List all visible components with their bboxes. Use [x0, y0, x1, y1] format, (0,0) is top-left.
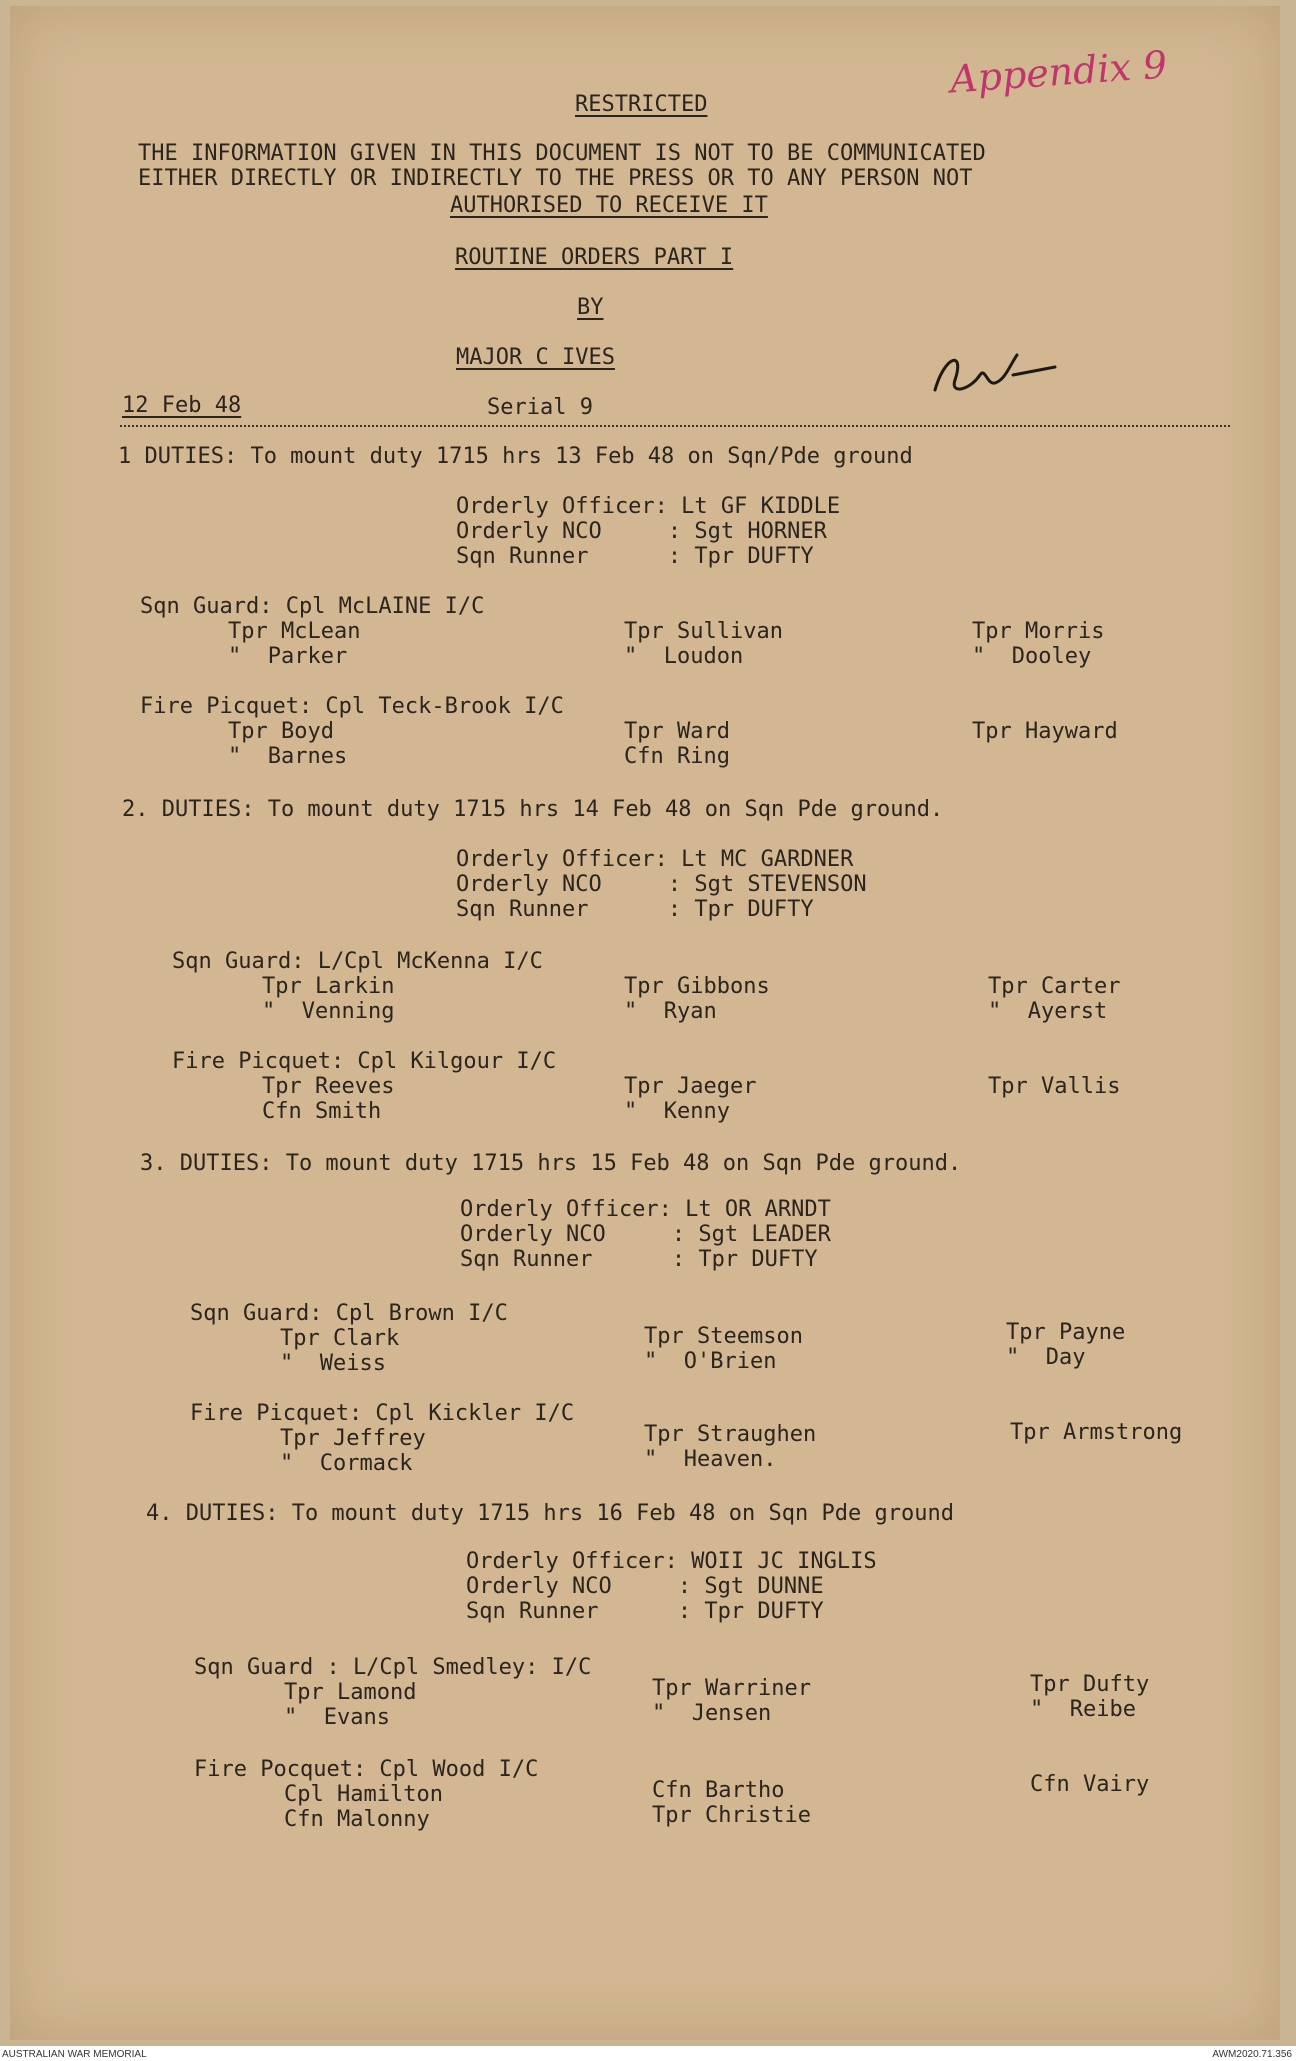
guard-member: Tpr Steemson: [644, 1324, 803, 1349]
duty-heading: 1 DUTIES: To mount duty 1715 hrs 13 Feb 48 on Sqn/Pde ground: [118, 444, 913, 469]
document-date: 12 Feb 48: [122, 393, 242, 418]
sqn-guard-label: Sqn Guard: Cpl McLAINE I/C: [140, 594, 485, 619]
sqn-guard-label: Sqn Guard : L/Cpl Smedley: I/C: [194, 1655, 592, 1680]
picquet-member: Tpr Armstrong: [1010, 1420, 1183, 1445]
picquet-member: Cfn Ring: [624, 744, 730, 769]
orderly-officer: Orderly Officer: Lt OR ARNDT: [460, 1197, 831, 1222]
sqn-runner: Sqn Runner : Tpr DUFTY: [460, 1247, 818, 1272]
warning-line-3: AUTHORISED TO RECEIVE IT: [450, 193, 768, 218]
picquet-member: " Barnes: [228, 744, 348, 769]
picquet-member: Tpr Christie: [652, 1803, 811, 1828]
guard-member: " Venning: [262, 999, 395, 1024]
guard-member: " Day: [1006, 1345, 1086, 1370]
author-name: MAJOR C IVES: [456, 345, 615, 370]
duty-heading: 2. DUTIES: To mount duty 1715 hrs 14 Feb 48 on Sqn Pde ground.: [122, 797, 944, 822]
orderly-nco: Orderly NCO : Sgt DUNNE: [466, 1574, 824, 1599]
guard-member: Tpr Payne: [1006, 1320, 1126, 1345]
serial-number: Serial 9: [487, 395, 593, 420]
picquet-member: " Heaven.: [644, 1447, 777, 1472]
picquet-member: Tpr Reeves: [262, 1074, 395, 1099]
fire-picquet-label: Fire Picquet: Cpl Kickler I/C: [190, 1401, 575, 1426]
orderly-officer: Orderly Officer: Lt MC GARDNER: [456, 847, 854, 872]
guard-member: " Loudon: [624, 644, 744, 669]
picquet-member: Tpr Ward: [624, 719, 730, 744]
picquet-member: Tpr Jaeger: [624, 1074, 757, 1099]
picquet-member: " Cormack: [280, 1451, 413, 1476]
fire-picquet-label: Fire Picquet: Cpl Teck-Brook I/C: [140, 694, 564, 719]
sqn-guard-label: Sqn Guard: Cpl Brown I/C: [190, 1301, 508, 1326]
guard-member: " Parker: [228, 644, 348, 669]
guard-member: Tpr Clark: [280, 1326, 400, 1351]
sqn-guard-label: Sqn Guard: L/Cpl McKenna I/C: [172, 949, 543, 974]
signature-mark: [925, 345, 1065, 405]
header-rule: [120, 425, 1230, 427]
picquet-member: Cfn Malonny: [284, 1807, 430, 1832]
picquet-member: Tpr Hayward: [972, 719, 1118, 744]
guard-member: " Jensen: [652, 1701, 772, 1726]
orderly-officer: Orderly Officer: WOII JC INGLIS: [466, 1549, 877, 1574]
duty-heading: 3. DUTIES: To mount duty 1715 hrs 15 Feb 48 on Sqn Pde ground.: [140, 1151, 962, 1176]
picquet-member: Cfn Smith: [262, 1099, 382, 1124]
guard-member: " O'Brien: [644, 1349, 777, 1374]
footer-source: AUSTRALIAN WAR MEMORIAL: [2, 2049, 147, 2060]
guard-member: Tpr Carter: [988, 974, 1121, 999]
guard-member: " Evans: [284, 1705, 390, 1730]
sqn-runner: Sqn Runner : Tpr DUFTY: [466, 1599, 824, 1624]
sqn-runner: Sqn Runner : Tpr DUFTY: [456, 897, 814, 922]
picquet-member: Tpr Vallis: [988, 1074, 1121, 1099]
guard-member: Tpr Sullivan: [624, 619, 783, 644]
orderly-officer: Orderly Officer: Lt GF KIDDLE: [456, 494, 841, 519]
guard-member: " Ryan: [624, 999, 717, 1024]
picquet-member: Tpr Jeffrey: [280, 1426, 426, 1451]
handwritten-annotation: Appendix 9: [948, 42, 1169, 102]
document-title: ROUTINE ORDERS PART I: [455, 245, 734, 270]
fire-picquet-label: Fire Picquet: Cpl Kilgour I/C: [172, 1049, 557, 1074]
guard-member: Tpr Lamond: [284, 1680, 417, 1705]
sqn-runner: Sqn Runner : Tpr DUFTY: [456, 544, 814, 569]
orderly-nco: Orderly NCO : Sgt STEVENSON: [456, 872, 867, 897]
picquet-member: Tpr Straughen: [644, 1422, 817, 1447]
duty-heading: 4. DUTIES: To mount duty 1715 hrs 16 Feb 48 on Sqn Pde ground: [146, 1501, 954, 1526]
orderly-nco: Orderly NCO : Sgt HORNER: [456, 519, 827, 544]
guard-member: " Dooley: [972, 644, 1092, 669]
guard-member: " Ayerst: [988, 999, 1108, 1024]
guard-member: Tpr Morris: [972, 619, 1105, 644]
footer-accession-number: AWM2020.71.356: [1212, 2049, 1292, 2060]
picquet-member: Cfn Vairy: [1030, 1772, 1150, 1797]
classification-heading: RESTRICTED: [575, 92, 708, 117]
warning-line-1: THE INFORMATION GIVEN IN THIS DOCUMENT IS NOT TO BE COMMUNICATED: [138, 141, 986, 166]
warning-line-2: EITHER DIRECTLY OR INDIRECTLY TO THE PRESS OR TO ANY PERSON NOT: [138, 166, 973, 191]
by-label: BY: [577, 295, 604, 320]
fire-picquet-label: Fire Pocquet: Cpl Wood I/C: [194, 1757, 539, 1782]
guard-member: " Weiss: [280, 1351, 386, 1376]
guard-member: Tpr Warriner: [652, 1676, 811, 1701]
guard-member: Tpr Gibbons: [624, 974, 770, 999]
guard-member: Tpr Larkin: [262, 974, 395, 999]
picquet-member: Cfn Bartho: [652, 1778, 785, 1803]
orderly-nco: Orderly NCO : Sgt LEADER: [460, 1222, 831, 1247]
picquet-member: " Kenny: [624, 1099, 730, 1124]
guard-member: Tpr Dufty: [1030, 1672, 1150, 1697]
picquet-member: Cpl Hamilton: [284, 1782, 443, 1807]
guard-member: " Reibe: [1030, 1697, 1136, 1722]
guard-member: Tpr McLean: [228, 619, 361, 644]
picquet-member: Tpr Boyd: [228, 719, 334, 744]
